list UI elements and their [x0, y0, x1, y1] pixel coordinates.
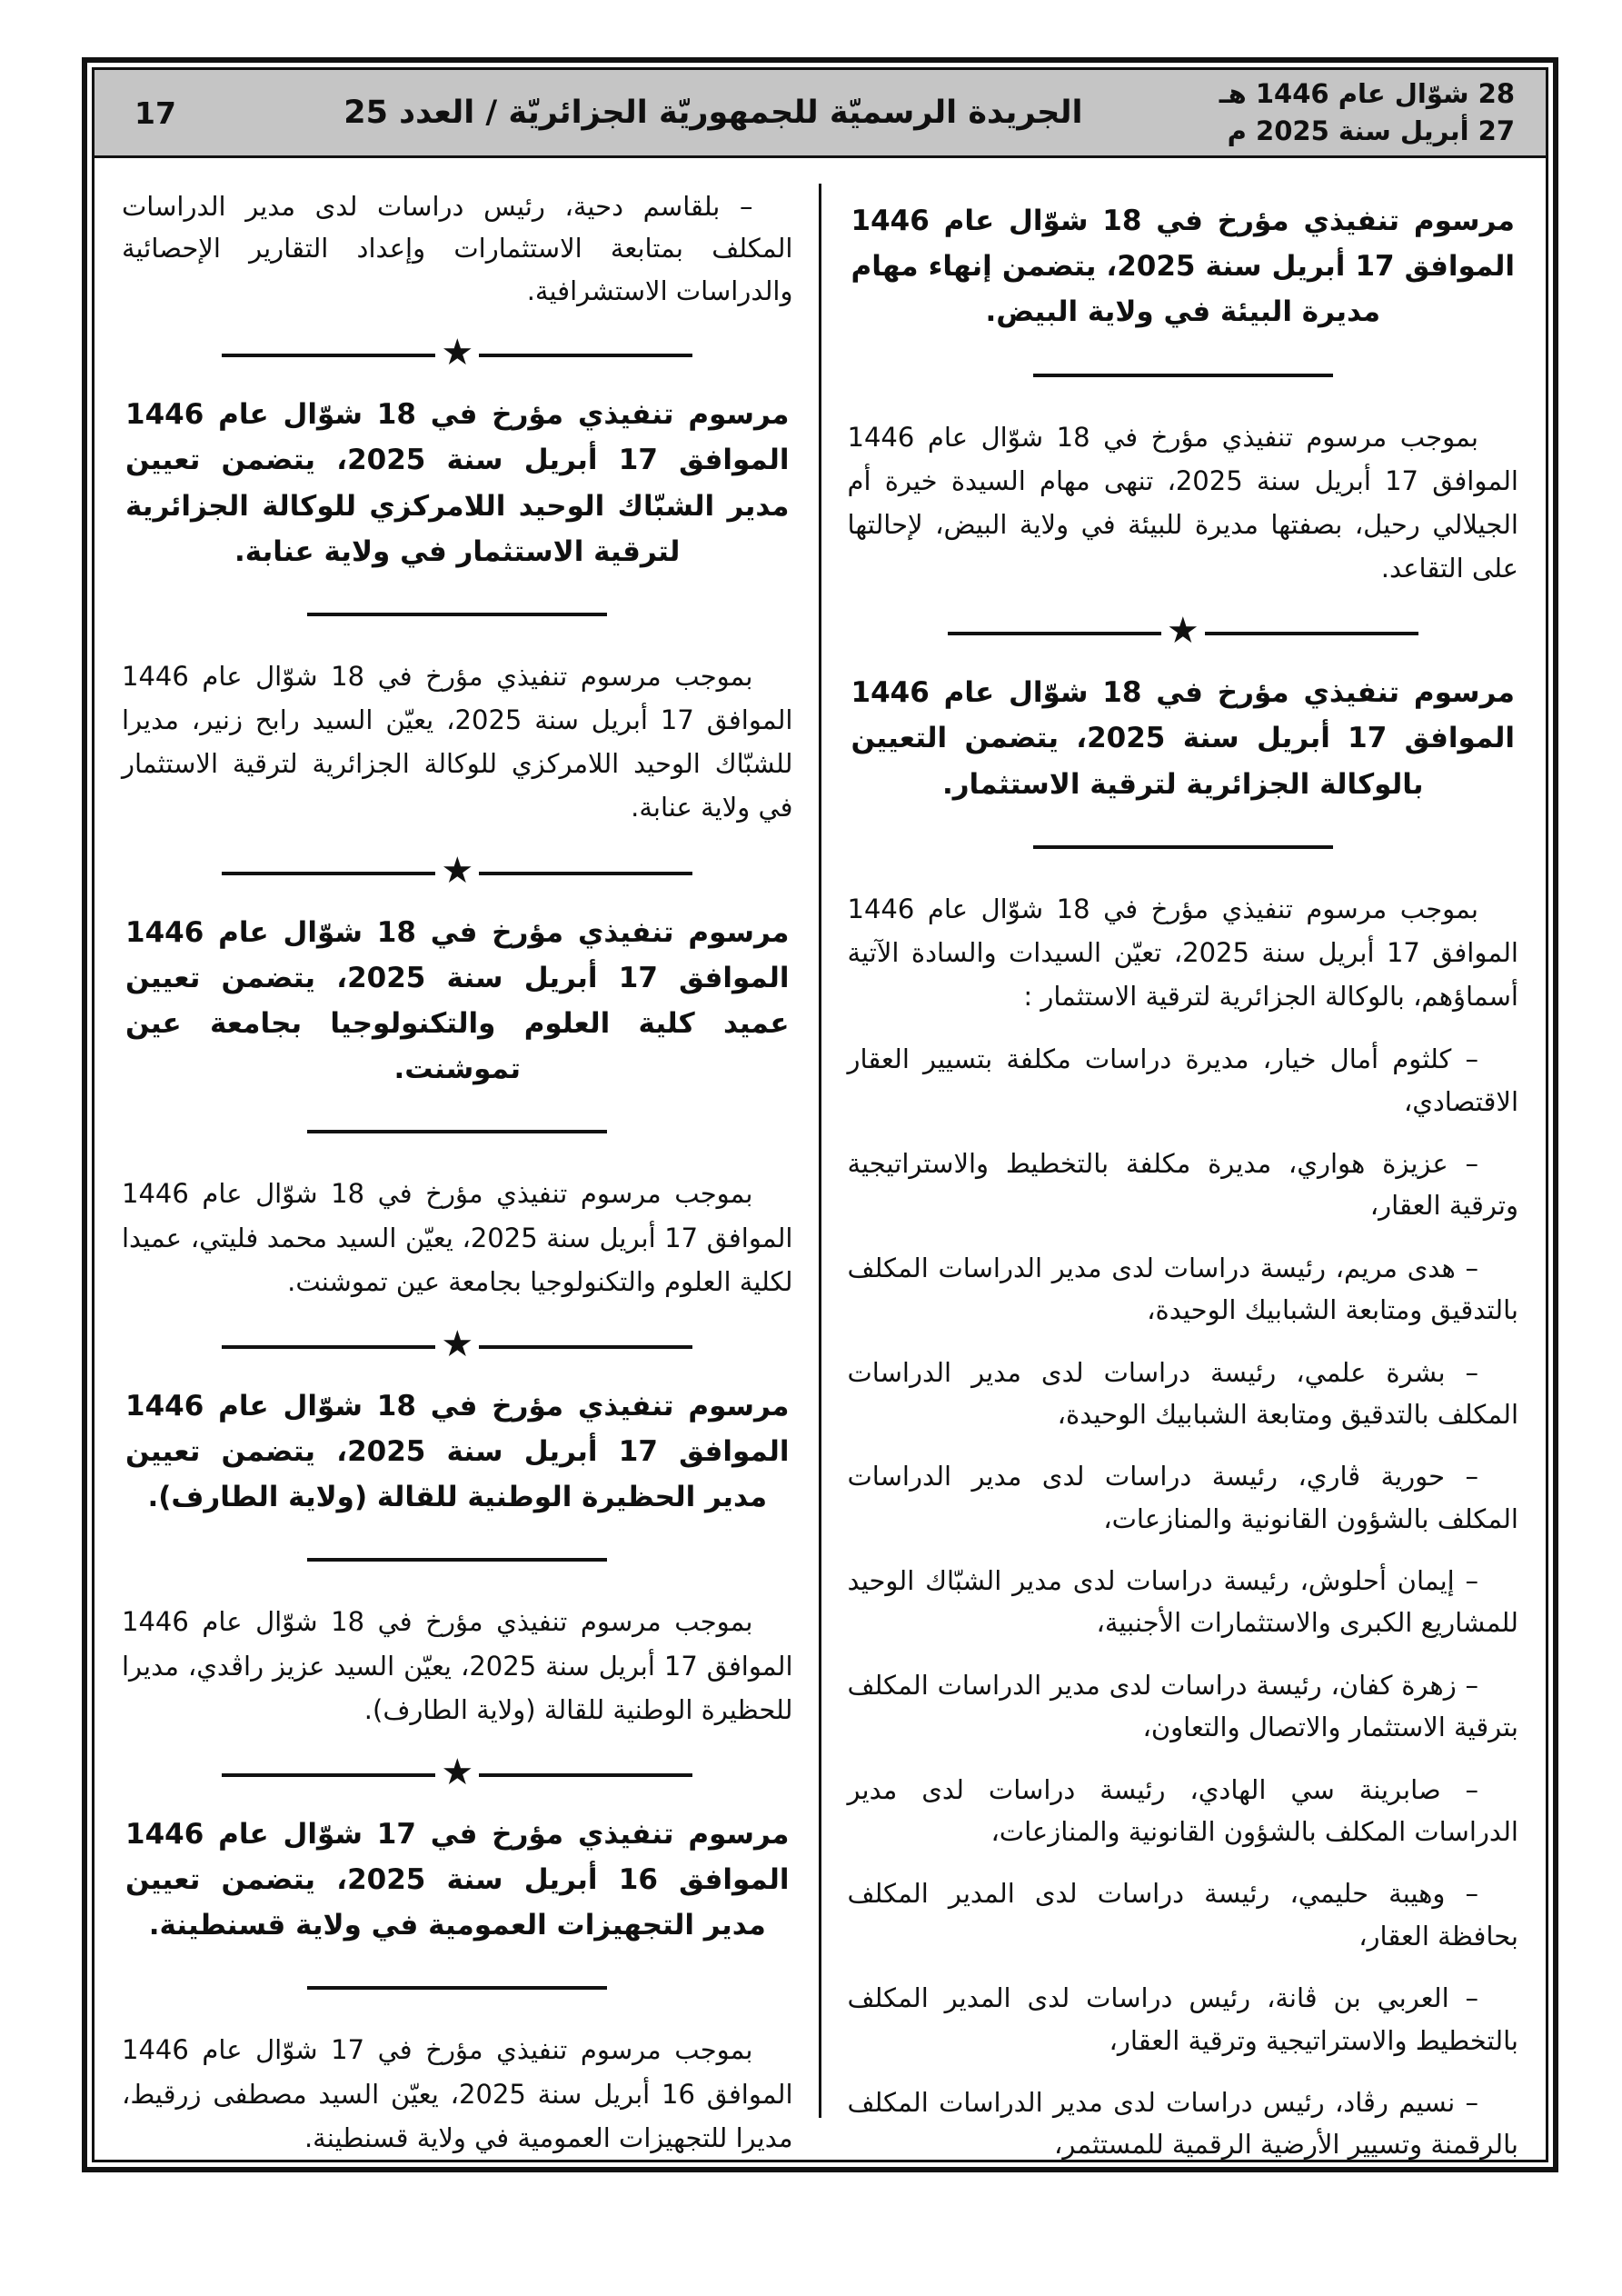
- decree-title-faculty-dean: مرسوم تنفيذي مؤرخ في 18 شوّال عام 1446 الموافق 17 أبريل سنة 2025، يتضمن تعيين عميد كلية العلوم والتكنولوجيا بجامعة عين تموشنت.: [125, 915, 790, 1086]
- decree-body-annaba-window: بموجب مرسوم تنفيذي مؤرخ في 18 شوّال عام 1446 الموافق 17 أبريل سنة 2025، يعيّن السيد رابح زنير، مديرا للشبّاك الوحيد اللامركزي للوكالة الجزائرية لترقية الاستثمار في ولاية عنابة.: [122, 661, 793, 824]
- star-icon: ★: [441, 332, 474, 374]
- star-icon: ★: [441, 849, 474, 892]
- divider-line: [948, 632, 1161, 635]
- appointee-item: – كلثوم أمال خيار، مديرة دراسات مكلفة بتسيير العقار الاقتصادي،: [847, 1043, 1518, 1117]
- section-divider: [307, 1558, 607, 1562]
- page-frame: [82, 57, 1558, 2172]
- decree-body-faculty-dean: بموجب مرسوم تنفيذي مؤرخ في 18 شوّال عام 1446 الموافق 17 أبريل سنة 2025، يعيّن السيد محمد فليتي، عميدا لكلية العلوم والتكنولوجيا بجامعة عين تموشنت.: [122, 1178, 793, 1297]
- star-icon: ★: [441, 1751, 474, 1793]
- decree-body-national-park: بموجب مرسوم تنفيذي مؤرخ في 18 شوّال عام 1446 الموافق 17 أبريل سنة 2025، يعيّن السيد عزيز راڤدي، مديرا للحظيرة الوطنية للقالة (ولاية الطارف).: [122, 1606, 793, 1725]
- date-hijri: 28 شوّال عام 1446 هـ: [1219, 78, 1515, 110]
- page-frame-inner: [92, 67, 1548, 2162]
- appointee-item: – هدى مريم، رئيسة دراسات لدى مدير الدراسات المكلف بالتدقيق ومتابعة الشبابيك الوحيدة،: [847, 1252, 1518, 1326]
- page-number: 17: [134, 95, 176, 131]
- section-divider: [1033, 845, 1333, 849]
- section-divider: [307, 1130, 607, 1133]
- masthead-dates: [1219, 75, 1515, 149]
- date-gregorian: 27 أبريل سنة 2025 م: [1227, 115, 1515, 146]
- appointee-item: – نسيم رڤاد، رئيس دراسات لدى مدير الدراسات المكلف بالرقمنة وتسيير الأرضية الرقمية للمستثمر،: [847, 2087, 1518, 2160]
- star-icon: ★: [1166, 610, 1199, 653]
- column-left: [95, 180, 821, 2160]
- decree-body-agency-appointments: بموجب مرسوم تنفيذي مؤرخ في 18 شوّال عام 1446 الموافق 17 أبريل سنة 2025، تعيّن السيدات والسادة الآتية أسماؤهم، بالوكالة الجزائرية لترقية الاستثمار :: [847, 893, 1518, 1013]
- section-divider: [307, 1986, 607, 1990]
- divider-line: [479, 1773, 692, 1777]
- divider-line: [479, 872, 692, 875]
- section-divider: [1033, 374, 1333, 377]
- appointee-item: – عزيزة هواري، مديرة مكلفة بالتخطيط والاستراتيجية وترقية العقار،: [847, 1147, 1518, 1222]
- divider-line: [222, 1773, 435, 1777]
- star-divider: [848, 610, 1519, 653]
- divider-line: [479, 1345, 692, 1349]
- appointee-item-continuation: – بلقاسم دحية، رئيس دراسات لدى مدير الدراسات المكلف بمتابعة الاستثمارات وإعداد التقارير الإحصائية والدراسات الاستشرافية.: [122, 191, 793, 306]
- decree-title-national-park: مرسوم تنفيذي مؤرخ في 18 شوّال عام 1446 الموافق 17 أبريل سنة 2025، يتضمن تعيين مدير الحظيرة الوطنية للقالة (ولاية الطارف).: [125, 1389, 790, 1514]
- column-right: [821, 180, 1547, 2160]
- star-divider: [122, 332, 793, 374]
- divider-line: [1205, 632, 1418, 635]
- divider-line: [222, 1345, 435, 1349]
- appointee-item: – زهرة كفان، رئيسة دراسات لدى مدير الدراسات المكلف بترقية الاستثمار والاتصال والتعاون،: [847, 1669, 1518, 1743]
- content-columns: [95, 158, 1546, 2160]
- star-divider: [122, 849, 793, 892]
- appointee-item: – وهيبة حليمي، رئيسة دراسات لدى المدير المكلف بحافظة العقار،: [847, 1878, 1518, 1952]
- gazette-title: الجريدة الرسميّة للجمهوريّة الجزائريّة / العدد 25: [343, 95, 1083, 131]
- star-divider: [122, 1323, 793, 1365]
- divider-line: [222, 872, 435, 875]
- divider-line: [222, 354, 435, 357]
- star-divider: [122, 1751, 793, 1793]
- appointee-item: – صابرينة سي الهادي، رئيسة دراسات لدى مدير الدراسات المكلف بالشؤون القانونية والمنازعات،: [847, 1773, 1518, 1848]
- appointee-item: – بشرة علمي، رئيسة دراسات لدى مدير الدراسات المكلف بالتدقيق ومتابعة الشبابيك الوحيدة،: [847, 1356, 1518, 1430]
- decree-title-agency-appointments: مرسوم تنفيذي مؤرخ في 18 شوّال عام 1446 الموافق 17 أبريل سنة 2025، يتضمن التعيين بالوكالة الجزائرية لترقية الاستثمار.: [851, 676, 1515, 801]
- appointee-item: – حورية ڤاري، رئيسة دراسات لدى مدير الدراسات المكلف بالشؤون القانونية والمنازعات،: [847, 1461, 1518, 1534]
- decree-body-env-end: بموجب مرسوم تنفيذي مؤرخ في 18 شوّال عام 1446 الموافق 17 أبريل سنة 2025، تنهى مهام السيدة خيرة أم الجيلالي رحيل، بصفتها مديرة للبيئة في ولاية البيض، لإحالتها على التقاعد.: [847, 421, 1518, 584]
- decree-body-public-equipment: بموجب مرسوم تنفيذي مؤرخ في 17 شوّال عام 1446 الموافق 16 أبريل سنة 2025، يعيّن السيد مصطفى زرقيط، مديرا للتجهيزات العمومية في ولاية قسنطينة.: [122, 2034, 793, 2153]
- appointee-item: – العربي بن ڤانة، رئيس دراسات لدى المدير المكلف بالتخطيط والاستراتيجية وترقية العقار،: [847, 1982, 1518, 2056]
- decree-title-annaba-window: مرسوم تنفيذي مؤرخ في 18 شوّال عام 1446 الموافق 17 أبريل سنة 2025، يتضمن تعيين مدير الشبّاك الوحيد اللامركزي للوكالة الجزائرية لترقية الاستثمار في ولاية عنابة.: [125, 398, 790, 568]
- star-icon: ★: [441, 1323, 474, 1365]
- section-divider: [307, 613, 607, 616]
- appointee-item: – إيمان أحلوش، رئيسة دراسات لدى مدير الشبّاك الوحيد للمشاريع الكبرى والاستثمارات الأجنبية،: [847, 1565, 1518, 1639]
- decree-title-env-end: مرسوم تنفيذي مؤرخ في 18 شوّال عام 1446 الموافق 17 أبريل سنة 2025، يتضمن إنهاء مهام مديرة البيئة في ولاية البيض.: [851, 205, 1515, 329]
- divider-line: [479, 354, 692, 357]
- masthead: [95, 70, 1546, 158]
- decree-title-public-equipment: مرسوم تنفيذي مؤرخ في 17 شوّال عام 1446 الموافق 16 أبريل سنة 2025، يتضمن تعيين مدير التجهيزات العمومية في ولاية قسنطينة.: [125, 1817, 790, 1942]
